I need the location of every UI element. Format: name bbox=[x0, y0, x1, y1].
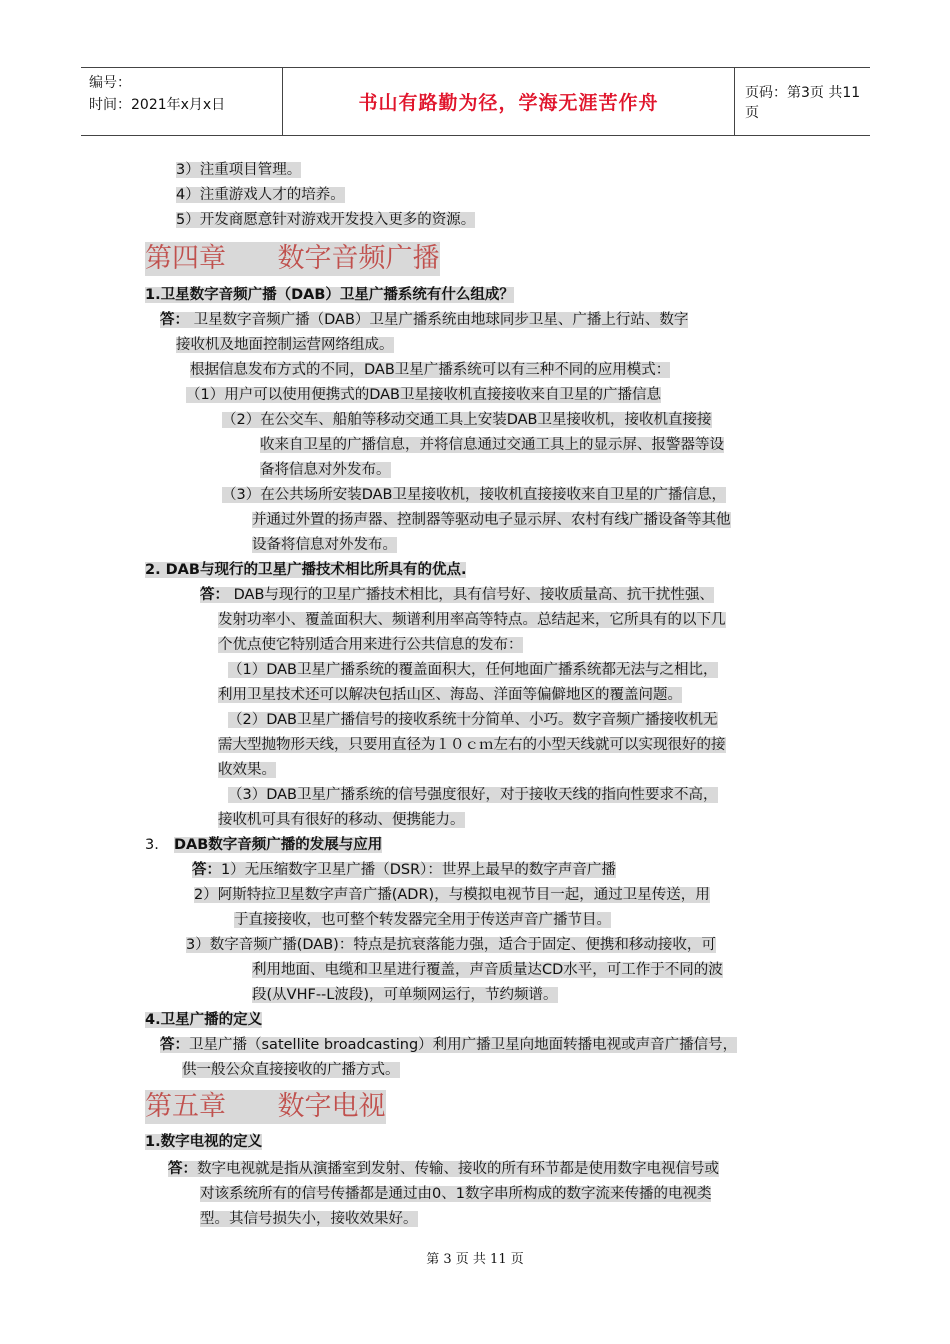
answer-line: 于直接接收，也可整个转发器完全用于传送声音广播节目。 bbox=[234, 912, 611, 928]
answer-line: 对该系统所有的信号传播都是通过由0、1数字串所构成的数字流来传播的电视类 bbox=[200, 1186, 712, 1202]
answer-line: （2）在公交车、船舶等移动交通工具上安装DAB卫星接收机，接收机直接接 bbox=[222, 412, 712, 428]
list-item: 3）注重项目管理。 bbox=[176, 162, 302, 178]
answer-line: 型。其信号损失小，接收效果好。 bbox=[200, 1211, 418, 1227]
header-date: 时间：2021年x月x日 bbox=[89, 97, 226, 113]
answer-line: 根据信息发布方式的不同，DAB卫星广播系统可以有三种不同的应用模式： bbox=[190, 362, 671, 378]
header-left-cell bbox=[81, 68, 283, 135]
chapter-title: 第四章 数字音频广播 bbox=[145, 243, 440, 274]
question-title: 4.卫星广播的定义 bbox=[145, 1012, 263, 1028]
page-header bbox=[81, 67, 870, 136]
answer-line: 答：卫星广播（satellite broadcasting）利用广播卫星向地面转播电视或声音广播信号， bbox=[160, 1037, 738, 1053]
answer-line: 备将信息对外发布。 bbox=[260, 462, 391, 478]
question-title: 2. DAB与现行的卫星广播技术相比所具有的优点. bbox=[145, 562, 467, 578]
answer-line: （3）DAB卫星广播系统的信号强度很好，对于接收天线的指向性要求不高， bbox=[228, 787, 718, 803]
serial-label: 编号： bbox=[89, 75, 131, 91]
header-motto: 书山有路勤为径，学海无涯苦作舟 bbox=[283, 68, 735, 135]
answer-line: 需大型抛物形天线，只要用直径为１０ｃｍ左右的小型天线就可以实现很好的接 bbox=[218, 737, 726, 753]
answer-line: 答： 卫星数字音频广播（DAB）卫星广播系统由地球同步卫星、广播上行站、数字 bbox=[160, 312, 689, 328]
answer-line: （1）用户可以使用便携式的DAB卫星接收机直接接收来自卫星的广播信息 bbox=[186, 387, 661, 403]
answer-line: 答： DAB与现行的卫星广播技术相比，具有信号好、接收质量高、抗干扰性强、 bbox=[200, 587, 714, 603]
answer-line: 接收机可具有很好的移动、便携能力。 bbox=[218, 812, 465, 828]
answer-line: 利用卫星技术还可以解决包括山区、海岛、洋面等偏僻地区的覆盖问题。 bbox=[218, 687, 682, 703]
question-title: 1.数字电视的定义 bbox=[145, 1134, 263, 1150]
answer-line: 供一般公众直接接收的广播方式。 bbox=[182, 1062, 400, 1078]
chapter-title: 第五章 数字电视 bbox=[145, 1091, 386, 1122]
list-item: 5）开发商愿意针对游戏开发投入更多的资源。 bbox=[176, 212, 476, 228]
answer-line: （3）在公共场所安装DAB卫星接收机，接收机直接接收来自卫星的广播信息， bbox=[222, 487, 726, 503]
answer-line: 并通过外置的扬声器、控制器等驱动电子显示屏、农村有线广播设备等其他 bbox=[252, 512, 731, 528]
answer-line: （1）DAB卫星广播系统的覆盖面积大，任何地面广播系统都无法与之相比， bbox=[228, 662, 718, 678]
answer-line: 答：1）无压缩数字卫星广播（DSR）：世界上最早的数字声音广播 bbox=[192, 862, 616, 878]
answer-line: （2）DAB卫星广播信号的接收系统十分简单、小巧。数字音频广播接收机无 bbox=[228, 712, 718, 728]
header-page-info: 页码：第3页 共11页 bbox=[745, 84, 861, 121]
answer-line: 发射功率小、覆盖面积大、频谱利用率高等特点。总结起来，它所具有的以下几 bbox=[218, 612, 726, 628]
page-footer: 第 3 页 共 11 页 bbox=[426, 1252, 524, 1267]
answer-line: 接收机及地面控制运营网络组成。 bbox=[176, 337, 394, 353]
answer-line: 设备将信息对外发布。 bbox=[252, 537, 397, 553]
answer-line: 答：数字电视就是指从演播室到发射、传输、接收的所有环节都是使用数字电视信号或 bbox=[168, 1161, 719, 1177]
answer-line: 个优点使它特别适合用来进行公共信息的发布： bbox=[218, 637, 523, 653]
answer-line: 收效果。 bbox=[218, 762, 276, 778]
answer-line: 利用地面、电缆和卫星进行覆盖，声音质量达CD水平，可工作于不同的波 bbox=[252, 962, 723, 978]
answer-line: 段(从VHF--L波段)，可单频网运行，节约频谱。 bbox=[252, 987, 558, 1003]
answer-line: 3）数字音频广播(DAB)：特点是抗衰落能力强，适合于固定、便携和移动接收，可 bbox=[186, 937, 716, 953]
question-title: 3. DAB数字音频广播的发展与应用 bbox=[145, 837, 383, 853]
answer-line: 收来自卫星的广播信息，并将信息通过交通工具上的显示屏、报警器等设 bbox=[260, 437, 724, 453]
list-item: 4）注重游戏人才的培养。 bbox=[176, 187, 345, 203]
question-title: 1.卫星数字音频广播（DAB）卫星广播系统有什么组成？ bbox=[145, 287, 514, 303]
answer-line: 2）阿斯特拉卫星数字声音广播(ADR)，与模拟电视节目一起，通过卫星传送，用 bbox=[194, 887, 710, 903]
